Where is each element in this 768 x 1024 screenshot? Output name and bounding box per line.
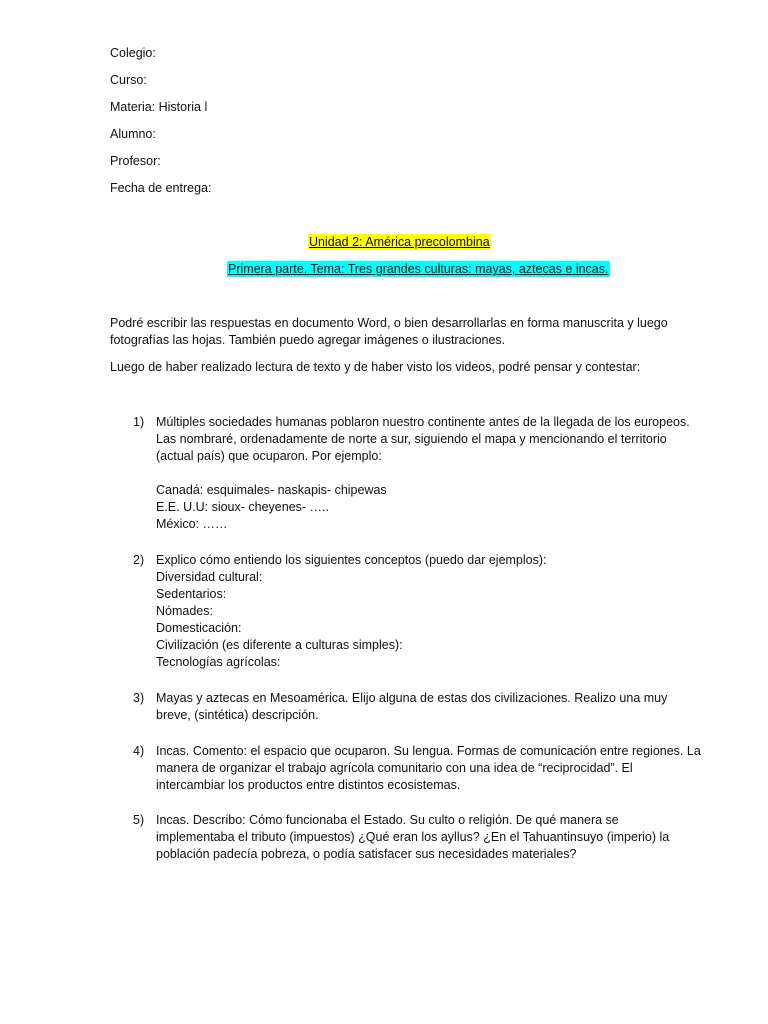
concept-line: Tecnologías agrícolas: (156, 655, 281, 669)
question-line: breve, (sintética) descripción. (156, 708, 319, 722)
question-number: 1) (133, 415, 145, 429)
unit-title: Unidad 2: América precolombina (309, 235, 490, 249)
example-line: Canadá: esquimales- naskapis- chipewas (156, 483, 387, 497)
intro-paragraph-1: Podré escribir las respuestas en documento Word, o bien desarrollarlas en forma manuscrita y luego fotografías las hojas. También puedo agregar imágenes o ilustraciones. (110, 316, 668, 347)
question-number: 5) (133, 813, 145, 827)
question-line: intercambiar los productos entre distintos ecosistemas. (156, 778, 461, 792)
question-line: Las nombraré, ordenadamente de norte a sur, siguiendo el mapa y mencionando el territorio (156, 432, 667, 446)
question-line: Incas. Comento: el espacio que ocuparon. Su lengua. Formas de comunicación entre regiones. La (156, 744, 701, 758)
header-curso: Curso: (110, 73, 147, 87)
example-line: E.E. U.U: sioux- cheyenes- ….. (156, 500, 329, 514)
question-line: Explico cómo entiendo los siguientes conceptos (puedo dar ejemplos): (156, 553, 547, 567)
question-body (156, 812, 726, 863)
concept-line: Domesticación: (156, 621, 242, 635)
question-number: 3) (133, 691, 145, 705)
question-line: manera de organizar el trabajo agrícola comunitario con una idea de “reciprocidad”. El (156, 761, 633, 775)
question-line: Incas. Describo: Cómo funcionaba el Estado. Su culto o religión. De qué manera se (156, 813, 619, 827)
question-line: Mayas y aztecas en Mesoamérica. Elijo alguna de estas dos civilizaciones. Realizo una muy (156, 691, 668, 705)
question-number: 4) (133, 744, 145, 758)
intro-paragraph-2: Luego de haber realizado lectura de texto y de haber visto los videos, podré pensar y contestar: (110, 360, 641, 374)
header-colegio: Colegio: (110, 46, 156, 60)
question-line: Múltiples sociedades humanas poblaron nuestro continente antes de la llegada de los europeos. (156, 415, 690, 429)
question-body (156, 414, 726, 533)
example-line: México: …… (156, 517, 228, 531)
concept-line: Civilización (es diferente a culturas simples): (156, 638, 403, 652)
question-number: 2) (133, 553, 145, 567)
question-line: población padecía pobreza, o podía satisfacer sus necesidades materiales? (156, 847, 577, 861)
header-alumno: Alumno: (110, 127, 156, 141)
question-line: implementaba el tributo (impuestos) ¿Qué eran los ayllus? ¿En el Tahuantinsuyo (imperio) la (156, 830, 670, 844)
question-line: (actual país) que ocuparon. Por ejemplo: (156, 449, 382, 463)
header-materia: Materia: Historia l (110, 100, 208, 114)
concept-line: Nómades: (156, 604, 213, 618)
blank-line (156, 465, 726, 482)
question-body (156, 552, 726, 671)
header-fecha-entrega: Fecha de entrega: (110, 181, 212, 195)
part-title: Primera parte. Tema: Tres grandes culturas: mayas, aztecas e incas. (228, 262, 609, 276)
question-body (156, 743, 726, 794)
header-profesor: Profesor: (110, 154, 161, 168)
question-body (156, 690, 726, 724)
concept-line: Diversidad cultural: (156, 570, 263, 584)
concept-line: Sedentarios: (156, 587, 227, 601)
